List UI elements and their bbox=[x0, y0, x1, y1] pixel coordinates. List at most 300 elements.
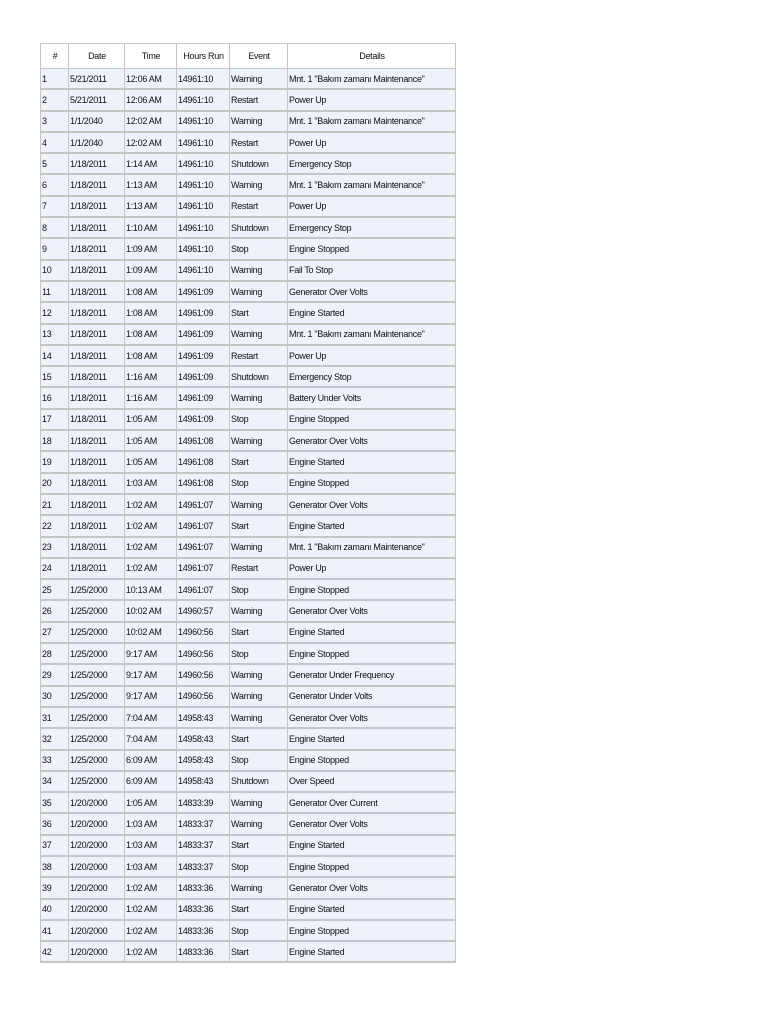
cell-hours-run: 14833:36 bbox=[177, 899, 230, 920]
cell-time: 6:09 AM bbox=[125, 750, 177, 771]
cell-time: 1:16 AM bbox=[125, 387, 177, 408]
cell-details: Engine Started bbox=[288, 451, 456, 472]
cell-event: Shutdown bbox=[230, 366, 288, 387]
cell-number: 17 bbox=[41, 409, 69, 430]
cell-date: 1/20/2000 bbox=[69, 920, 125, 941]
cell-hours-run: 14958:43 bbox=[177, 707, 230, 728]
cell-details: Generator Over Volts bbox=[288, 600, 456, 621]
table-row bbox=[41, 515, 456, 536]
cell-hours-run: 14960:56 bbox=[177, 686, 230, 707]
cell-hours-run: 14961:10 bbox=[177, 238, 230, 259]
cell-number: 36 bbox=[41, 813, 69, 834]
cell-event: Restart bbox=[230, 196, 288, 217]
cell-number: 15 bbox=[41, 366, 69, 387]
cell-time: 9:17 AM bbox=[125, 664, 177, 685]
cell-details: Generator Under Volts bbox=[288, 686, 456, 707]
cell-hours-run: 14961:10 bbox=[177, 132, 230, 153]
cell-date: 1/18/2011 bbox=[69, 451, 125, 472]
cell-details: Engine Started bbox=[288, 622, 456, 643]
cell-details: Generator Over Volts bbox=[288, 281, 456, 302]
cell-hours-run: 14960:56 bbox=[177, 664, 230, 685]
cell-details: Power Up bbox=[288, 345, 456, 366]
cell-details: Engine Started bbox=[288, 835, 456, 856]
cell-event: Start bbox=[230, 941, 288, 962]
cell-number: 7 bbox=[41, 196, 69, 217]
cell-hours-run: 14961:10 bbox=[177, 217, 230, 238]
cell-date: 1/20/2000 bbox=[69, 813, 125, 834]
cell-time: 1:13 AM bbox=[125, 174, 177, 195]
cell-number: 34 bbox=[41, 771, 69, 792]
cell-number: 5 bbox=[41, 153, 69, 174]
cell-details: Engine Started bbox=[288, 899, 456, 920]
cell-event: Start bbox=[230, 451, 288, 472]
cell-event: Restart bbox=[230, 89, 288, 110]
cell-details: Mnt. 1 "Bakım zamanı Maintenance" bbox=[288, 174, 456, 195]
cell-date: 5/21/2011 bbox=[69, 89, 125, 110]
cell-number: 28 bbox=[41, 643, 69, 664]
table-row bbox=[41, 196, 456, 217]
cell-details: Generator Over Volts bbox=[288, 430, 456, 451]
table-row bbox=[41, 451, 456, 472]
cell-details: Engine Stopped bbox=[288, 856, 456, 877]
cell-date: 1/20/2000 bbox=[69, 856, 125, 877]
cell-number: 24 bbox=[41, 558, 69, 579]
cell-time: 1:14 AM bbox=[125, 153, 177, 174]
cell-number: 8 bbox=[41, 217, 69, 238]
column-header-hours-run: Hours Run bbox=[177, 44, 230, 69]
cell-date: 1/25/2000 bbox=[69, 750, 125, 771]
cell-number: 35 bbox=[41, 792, 69, 813]
cell-hours-run: 14961:09 bbox=[177, 409, 230, 430]
cell-event: Restart bbox=[230, 345, 288, 366]
cell-details: Engine Stopped bbox=[288, 750, 456, 771]
event-log-table bbox=[40, 43, 456, 963]
cell-number: 30 bbox=[41, 686, 69, 707]
cell-hours-run: 14961:09 bbox=[177, 281, 230, 302]
cell-time: 1:02 AM bbox=[125, 941, 177, 962]
cell-number: 6 bbox=[41, 174, 69, 195]
table-row bbox=[41, 920, 456, 941]
cell-hours-run: 14958:43 bbox=[177, 728, 230, 749]
cell-details: Engine Stopped bbox=[288, 473, 456, 494]
cell-time: 1:03 AM bbox=[125, 813, 177, 834]
cell-details: Engine Stopped bbox=[288, 238, 456, 259]
cell-event: Warning bbox=[230, 707, 288, 728]
cell-number: 9 bbox=[41, 238, 69, 259]
cell-time: 1:08 AM bbox=[125, 345, 177, 366]
table-row bbox=[41, 69, 456, 90]
table-row bbox=[41, 558, 456, 579]
cell-event: Warning bbox=[230, 281, 288, 302]
cell-hours-run: 14961:07 bbox=[177, 494, 230, 515]
cell-event: Warning bbox=[230, 813, 288, 834]
cell-event: Warning bbox=[230, 664, 288, 685]
table-body bbox=[41, 69, 456, 963]
cell-date: 1/20/2000 bbox=[69, 941, 125, 962]
cell-date: 1/1/2040 bbox=[69, 132, 125, 153]
cell-event: Warning bbox=[230, 877, 288, 898]
cell-details: Mnt. 1 "Bakım zamanı Maintenance" bbox=[288, 69, 456, 90]
cell-event: Warning bbox=[230, 260, 288, 281]
cell-date: 1/18/2011 bbox=[69, 196, 125, 217]
cell-number: 4 bbox=[41, 132, 69, 153]
cell-number: 25 bbox=[41, 579, 69, 600]
table-row bbox=[41, 281, 456, 302]
cell-event: Start bbox=[230, 302, 288, 323]
cell-date: 1/18/2011 bbox=[69, 217, 125, 238]
cell-hours-run: 14833:36 bbox=[177, 941, 230, 962]
cell-time: 7:04 AM bbox=[125, 728, 177, 749]
cell-hours-run: 14960:56 bbox=[177, 643, 230, 664]
cell-time: 12:02 AM bbox=[125, 132, 177, 153]
cell-time: 1:02 AM bbox=[125, 537, 177, 558]
cell-time: 6:09 AM bbox=[125, 771, 177, 792]
cell-date: 1/18/2011 bbox=[69, 366, 125, 387]
cell-hours-run: 14961:08 bbox=[177, 451, 230, 472]
table-row bbox=[41, 324, 456, 345]
cell-event: Restart bbox=[230, 558, 288, 579]
cell-details: Over Speed bbox=[288, 771, 456, 792]
cell-event: Stop bbox=[230, 920, 288, 941]
cell-time: 1:02 AM bbox=[125, 494, 177, 515]
cell-event: Shutdown bbox=[230, 217, 288, 238]
cell-date: 1/20/2000 bbox=[69, 899, 125, 920]
table-row bbox=[41, 707, 456, 728]
cell-hours-run: 14833:37 bbox=[177, 835, 230, 856]
cell-event: Restart bbox=[230, 132, 288, 153]
cell-date: 1/25/2000 bbox=[69, 600, 125, 621]
cell-number: 12 bbox=[41, 302, 69, 323]
cell-time: 1:05 AM bbox=[125, 792, 177, 813]
cell-date: 1/18/2011 bbox=[69, 238, 125, 259]
cell-details: Power Up bbox=[288, 558, 456, 579]
cell-time: 1:09 AM bbox=[125, 260, 177, 281]
table-row bbox=[41, 174, 456, 195]
cell-details: Engine Stopped bbox=[288, 643, 456, 664]
cell-date: 1/18/2011 bbox=[69, 537, 125, 558]
cell-date: 1/18/2011 bbox=[69, 473, 125, 494]
table-row bbox=[41, 430, 456, 451]
cell-number: 42 bbox=[41, 941, 69, 962]
cell-time: 1:16 AM bbox=[125, 366, 177, 387]
cell-number: 31 bbox=[41, 707, 69, 728]
cell-hours-run: 14961:07 bbox=[177, 537, 230, 558]
table-row bbox=[41, 600, 456, 621]
table-row bbox=[41, 537, 456, 558]
cell-number: 20 bbox=[41, 473, 69, 494]
cell-number: 27 bbox=[41, 622, 69, 643]
cell-number: 29 bbox=[41, 664, 69, 685]
cell-details: Power Up bbox=[288, 132, 456, 153]
cell-number: 13 bbox=[41, 324, 69, 345]
table-row bbox=[41, 771, 456, 792]
cell-event: Start bbox=[230, 622, 288, 643]
cell-date: 1/20/2000 bbox=[69, 877, 125, 898]
cell-date: 1/25/2000 bbox=[69, 686, 125, 707]
cell-details: Engine Started bbox=[288, 728, 456, 749]
cell-event: Warning bbox=[230, 430, 288, 451]
cell-event: Shutdown bbox=[230, 153, 288, 174]
cell-date: 1/18/2011 bbox=[69, 409, 125, 430]
cell-event: Start bbox=[230, 835, 288, 856]
cell-details: Power Up bbox=[288, 196, 456, 217]
cell-details: Mnt. 1 "Bakım zamanı Maintenance" bbox=[288, 111, 456, 132]
table-row bbox=[41, 345, 456, 366]
cell-hours-run: 14961:08 bbox=[177, 473, 230, 494]
cell-date: 1/25/2000 bbox=[69, 664, 125, 685]
cell-time: 1:02 AM bbox=[125, 558, 177, 579]
cell-details: Generator Over Volts bbox=[288, 707, 456, 728]
cell-time: 1:02 AM bbox=[125, 899, 177, 920]
cell-hours-run: 14833:39 bbox=[177, 792, 230, 813]
cell-time: 7:04 AM bbox=[125, 707, 177, 728]
cell-time: 1:03 AM bbox=[125, 835, 177, 856]
header-row bbox=[41, 44, 456, 69]
cell-hours-run: 14961:09 bbox=[177, 302, 230, 323]
cell-event: Warning bbox=[230, 174, 288, 195]
cell-hours-run: 14961:07 bbox=[177, 515, 230, 536]
cell-event: Warning bbox=[230, 792, 288, 813]
cell-date: 1/18/2011 bbox=[69, 324, 125, 345]
table-row bbox=[41, 835, 456, 856]
cell-time: 10:02 AM bbox=[125, 622, 177, 643]
cell-number: 19 bbox=[41, 451, 69, 472]
cell-hours-run: 14961:09 bbox=[177, 345, 230, 366]
cell-time: 1:05 AM bbox=[125, 451, 177, 472]
cell-event: Warning bbox=[230, 537, 288, 558]
cell-event: Stop bbox=[230, 856, 288, 877]
cell-hours-run: 14958:43 bbox=[177, 750, 230, 771]
cell-details: Emergency Stop bbox=[288, 153, 456, 174]
table-row bbox=[41, 302, 456, 323]
cell-time: 1:08 AM bbox=[125, 302, 177, 323]
cell-time: 1:03 AM bbox=[125, 856, 177, 877]
cell-date: 1/25/2000 bbox=[69, 643, 125, 664]
cell-date: 1/18/2011 bbox=[69, 558, 125, 579]
cell-time: 1:02 AM bbox=[125, 877, 177, 898]
column-header-number: # bbox=[41, 44, 69, 69]
cell-event: Warning bbox=[230, 111, 288, 132]
cell-hours-run: 14961:09 bbox=[177, 387, 230, 408]
cell-date: 1/25/2000 bbox=[69, 707, 125, 728]
cell-event: Start bbox=[230, 515, 288, 536]
cell-event: Stop bbox=[230, 409, 288, 430]
cell-date: 1/25/2000 bbox=[69, 728, 125, 749]
cell-event: Warning bbox=[230, 69, 288, 90]
cell-date: 1/18/2011 bbox=[69, 302, 125, 323]
cell-hours-run: 14961:10 bbox=[177, 89, 230, 110]
cell-time: 9:17 AM bbox=[125, 686, 177, 707]
table-row bbox=[41, 664, 456, 685]
cell-hours-run: 14961:10 bbox=[177, 174, 230, 195]
cell-event: Shutdown bbox=[230, 771, 288, 792]
cell-event: Stop bbox=[230, 750, 288, 771]
table-row bbox=[41, 132, 456, 153]
cell-time: 1:08 AM bbox=[125, 281, 177, 302]
cell-time: 1:02 AM bbox=[125, 515, 177, 536]
cell-date: 5/21/2011 bbox=[69, 69, 125, 90]
cell-date: 1/18/2011 bbox=[69, 153, 125, 174]
cell-number: 26 bbox=[41, 600, 69, 621]
cell-details: Mnt. 1 "Bakım zamanı Maintenance" bbox=[288, 324, 456, 345]
cell-number: 38 bbox=[41, 856, 69, 877]
cell-event: Stop bbox=[230, 473, 288, 494]
cell-date: 1/18/2011 bbox=[69, 430, 125, 451]
table-row bbox=[41, 366, 456, 387]
cell-details: Generator Over Volts bbox=[288, 813, 456, 834]
cell-time: 1:05 AM bbox=[125, 430, 177, 451]
cell-details: Generator Under Frequency bbox=[288, 664, 456, 685]
table-row bbox=[41, 217, 456, 238]
cell-hours-run: 14833:37 bbox=[177, 856, 230, 877]
table-row bbox=[41, 728, 456, 749]
cell-hours-run: 14961:10 bbox=[177, 69, 230, 90]
cell-time: 1:03 AM bbox=[125, 473, 177, 494]
table-row bbox=[41, 941, 456, 962]
cell-time: 1:09 AM bbox=[125, 238, 177, 259]
cell-date: 1/20/2000 bbox=[69, 835, 125, 856]
cell-number: 3 bbox=[41, 111, 69, 132]
cell-details: Power Up bbox=[288, 89, 456, 110]
cell-details: Generator Over Volts bbox=[288, 494, 456, 515]
table-row bbox=[41, 409, 456, 430]
cell-details: Generator Over Volts bbox=[288, 877, 456, 898]
column-header-details: Details bbox=[288, 44, 456, 69]
table-row bbox=[41, 387, 456, 408]
cell-details: Engine Stopped bbox=[288, 579, 456, 600]
cell-number: 14 bbox=[41, 345, 69, 366]
cell-number: 23 bbox=[41, 537, 69, 558]
cell-hours-run: 14961:07 bbox=[177, 558, 230, 579]
table-row bbox=[41, 238, 456, 259]
cell-date: 1/18/2011 bbox=[69, 281, 125, 302]
cell-date: 1/18/2011 bbox=[69, 494, 125, 515]
cell-time: 12:06 AM bbox=[125, 69, 177, 90]
cell-time: 1:13 AM bbox=[125, 196, 177, 217]
cell-details: Engine Stopped bbox=[288, 920, 456, 941]
cell-details: Fail To Stop bbox=[288, 260, 456, 281]
table-row bbox=[41, 856, 456, 877]
column-header-time: Time bbox=[125, 44, 177, 69]
table-row bbox=[41, 622, 456, 643]
cell-details: Emergency Stop bbox=[288, 366, 456, 387]
table-row bbox=[41, 153, 456, 174]
cell-date: 1/25/2000 bbox=[69, 579, 125, 600]
cell-details: Generator Over Current bbox=[288, 792, 456, 813]
cell-date: 1/18/2011 bbox=[69, 515, 125, 536]
cell-hours-run: 14958:43 bbox=[177, 771, 230, 792]
cell-number: 39 bbox=[41, 877, 69, 898]
cell-hours-run: 14960:57 bbox=[177, 600, 230, 621]
cell-details: Engine Started bbox=[288, 302, 456, 323]
cell-details: Emergency Stop bbox=[288, 217, 456, 238]
cell-hours-run: 14833:36 bbox=[177, 877, 230, 898]
table-row bbox=[41, 494, 456, 515]
table-row bbox=[41, 260, 456, 281]
column-header-event: Event bbox=[230, 44, 288, 69]
cell-date: 1/18/2011 bbox=[69, 174, 125, 195]
cell-number: 32 bbox=[41, 728, 69, 749]
cell-date: 1/18/2011 bbox=[69, 260, 125, 281]
cell-time: 1:08 AM bbox=[125, 324, 177, 345]
table-row bbox=[41, 686, 456, 707]
cell-number: 1 bbox=[41, 69, 69, 90]
table-row bbox=[41, 643, 456, 664]
cell-number: 33 bbox=[41, 750, 69, 771]
table-row bbox=[41, 877, 456, 898]
cell-number: 10 bbox=[41, 260, 69, 281]
table-row bbox=[41, 750, 456, 771]
cell-event: Warning bbox=[230, 324, 288, 345]
cell-event: Stop bbox=[230, 643, 288, 664]
cell-event: Warning bbox=[230, 494, 288, 515]
cell-event: Start bbox=[230, 728, 288, 749]
cell-date: 1/20/2000 bbox=[69, 792, 125, 813]
cell-hours-run: 14961:10 bbox=[177, 196, 230, 217]
table-row bbox=[41, 792, 456, 813]
cell-hours-run: 14833:37 bbox=[177, 813, 230, 834]
cell-time: 12:02 AM bbox=[125, 111, 177, 132]
cell-event: Start bbox=[230, 899, 288, 920]
cell-time: 1:05 AM bbox=[125, 409, 177, 430]
cell-hours-run: 14961:09 bbox=[177, 366, 230, 387]
cell-hours-run: 14961:10 bbox=[177, 111, 230, 132]
cell-date: 1/18/2011 bbox=[69, 387, 125, 408]
cell-details: Mnt. 1 "Bakım zamanı Maintenance" bbox=[288, 537, 456, 558]
table-row bbox=[41, 89, 456, 110]
table-row bbox=[41, 473, 456, 494]
cell-details: Engine Stopped bbox=[288, 409, 456, 430]
cell-event: Stop bbox=[230, 579, 288, 600]
cell-hours-run: 14961:10 bbox=[177, 153, 230, 174]
table-header bbox=[41, 44, 456, 69]
cell-hours-run: 14833:36 bbox=[177, 920, 230, 941]
cell-time: 1:10 AM bbox=[125, 217, 177, 238]
cell-number: 37 bbox=[41, 835, 69, 856]
cell-number: 21 bbox=[41, 494, 69, 515]
cell-time: 10:02 AM bbox=[125, 600, 177, 621]
cell-time: 10:13 AM bbox=[125, 579, 177, 600]
cell-number: 18 bbox=[41, 430, 69, 451]
cell-hours-run: 14961:07 bbox=[177, 579, 230, 600]
table-row bbox=[41, 813, 456, 834]
cell-number: 16 bbox=[41, 387, 69, 408]
cell-event: Warning bbox=[230, 686, 288, 707]
cell-time: 12:06 AM bbox=[125, 89, 177, 110]
cell-event: Warning bbox=[230, 387, 288, 408]
cell-details: Engine Started bbox=[288, 515, 456, 536]
cell-number: 41 bbox=[41, 920, 69, 941]
cell-details: Battery Under Volts bbox=[288, 387, 456, 408]
cell-date: 1/25/2000 bbox=[69, 622, 125, 643]
table-row bbox=[41, 111, 456, 132]
column-header-date: Date bbox=[69, 44, 125, 69]
cell-event: Stop bbox=[230, 238, 288, 259]
table-row bbox=[41, 579, 456, 600]
cell-event: Warning bbox=[230, 600, 288, 621]
table-row bbox=[41, 899, 456, 920]
cell-number: 22 bbox=[41, 515, 69, 536]
cell-number: 2 bbox=[41, 89, 69, 110]
cell-hours-run: 14961:08 bbox=[177, 430, 230, 451]
cell-time: 1:02 AM bbox=[125, 920, 177, 941]
cell-date: 1/1/2040 bbox=[69, 111, 125, 132]
cell-date: 1/18/2011 bbox=[69, 345, 125, 366]
cell-number: 40 bbox=[41, 899, 69, 920]
cell-details: Engine Started bbox=[288, 941, 456, 962]
cell-hours-run: 14960:56 bbox=[177, 622, 230, 643]
cell-date: 1/25/2000 bbox=[69, 771, 125, 792]
